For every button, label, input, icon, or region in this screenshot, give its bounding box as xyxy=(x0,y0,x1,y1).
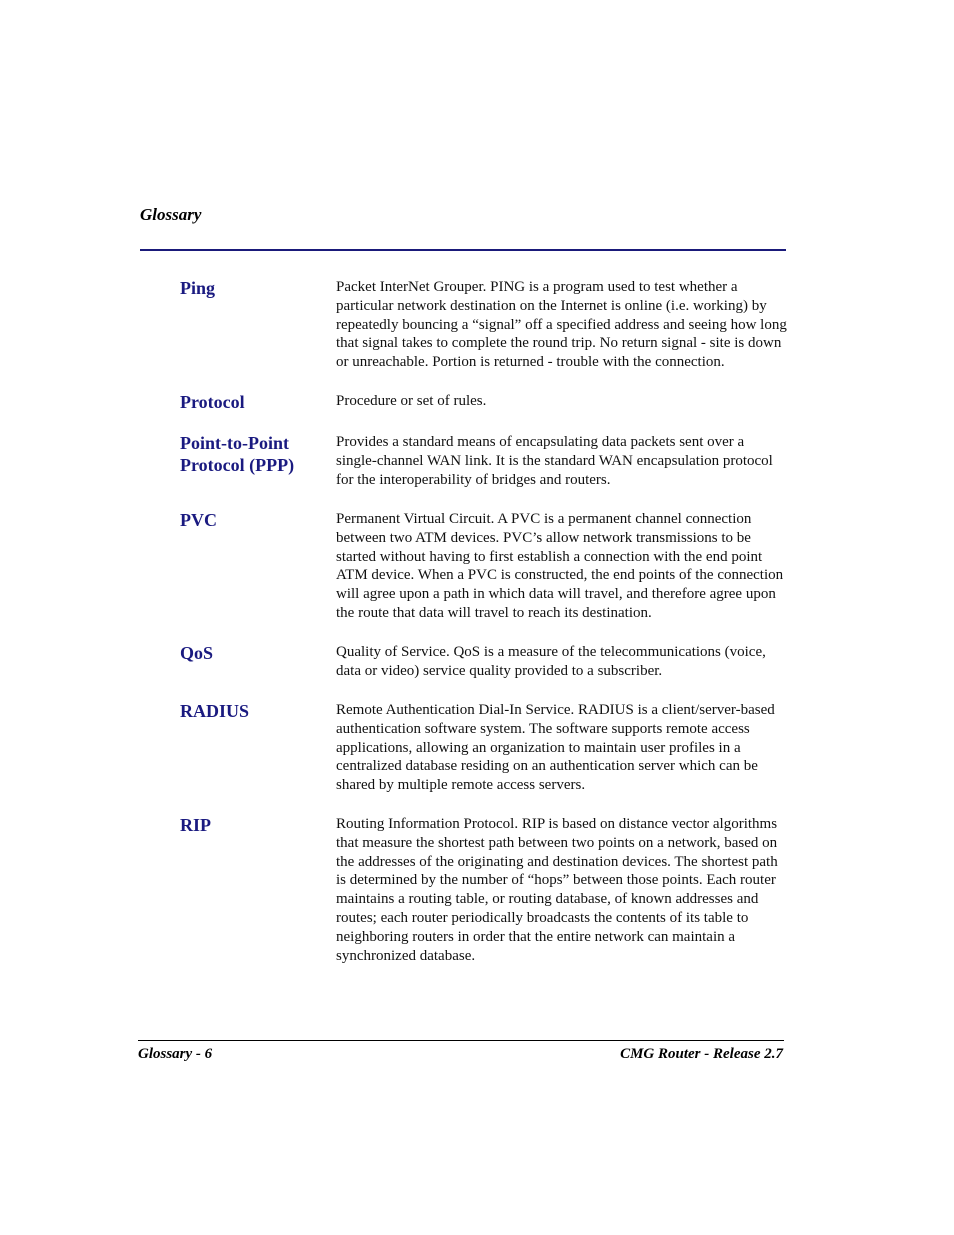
footer-divider xyxy=(138,1040,784,1041)
glossary-definition: Provides a standard means of encapsulating data packets sent over a single-channel WAN link. It is the standard WAN encapsulation protocol for the interoperability of bridges and routers. xyxy=(336,434,773,488)
glossary-term: Protocol xyxy=(180,392,245,412)
glossary-term: Point-to-Point Protocol (PPP) xyxy=(180,433,295,475)
glossary-term: PVC xyxy=(180,510,217,530)
footer-page-label: Glossary - 6 xyxy=(138,1046,213,1062)
glossary-definition: Remote Authentication Dial-In Service. RADIUS is a client/server-based authentication software system. The software supports remote access applications, allowing an organization to maintain user profiles in a centralized database residing on an authentication server which can be shared by multiple remote access servers. xyxy=(336,702,775,794)
glossary-definition: Permanent Virtual Circuit. A PVC is a permanent channel connection between two ATM devices. PVC’s allow network transmissions to be started without having to first establish a connection with the end point ATM device. When a PVC is constructed, the end points of the connection will agree upon a path in which data will travel, and therefore agree upon the route that data will travel to reach its destination. xyxy=(336,511,784,621)
glossary-definition: Packet InterNet Grouper. PING is a program used to test whether a particular network destination on the Internet is online (i.e. working) by repeatedly bouncing a “signal” off a specified address and seeing how long that signal takes to complete the round trip. No return signal - site is down or unreachable. Portion is returned - trouble with the connection. xyxy=(336,279,787,371)
glossary-term: RIP xyxy=(180,815,211,835)
glossary-definition: Routing Information Protocol. RIP is based on distance vector algorithms that measure the shortest path between two points on a network, based on the addresses of the originating and destination devices. The shortest path is determined by the number of “hops” between those points. Each router maintains a routing table, or routing database, of known addresses and routes; each router periodically broadcasts the contents of its table to neighboring routers in order that the entire network can maintain a synchronized database. xyxy=(336,816,778,964)
page-header-title: Glossary xyxy=(140,205,202,224)
glossary-term: QoS xyxy=(180,643,214,663)
glossary-definition: Procedure or set of rules. xyxy=(336,393,487,409)
glossary-term: RADIUS xyxy=(180,701,250,721)
glossary-term: Ping xyxy=(180,278,216,298)
glossary-definition: Quality of Service. QoS is a measure of the telecommunications (voice, data or video) service quality provided to a subscriber. xyxy=(336,644,766,679)
footer-product-label: CMG Router - Release 2.7 xyxy=(620,1046,783,1062)
header-divider xyxy=(140,249,786,251)
